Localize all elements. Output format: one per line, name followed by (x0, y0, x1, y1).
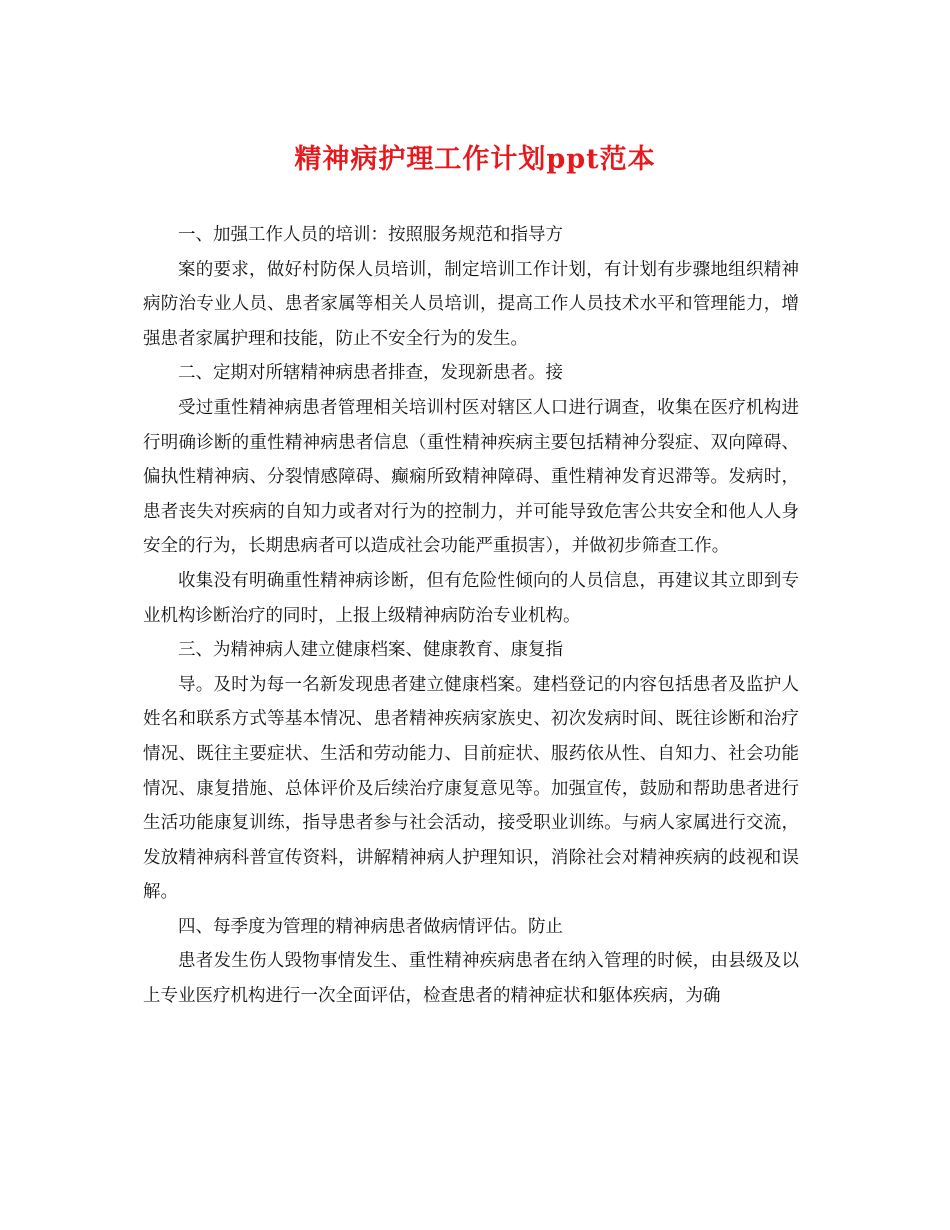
paragraph-3: 二、定期对所辖精神病患者排查，发现新患者。接 (178, 363, 563, 384)
document-body (143, 218, 799, 1014)
paragraph-8: 四、每季度为管理的精神病患者做病情评估。防止 (178, 916, 563, 937)
paragraph-2: 案的要求，做好村防保人员培训，制定培训工作计划，有计划有步骤地组织精神病防治专业人员、患者家属等相关人员培训，提高工作人员技术水平和管理能力，增强患者家属护理和技能，防止不安全行为的发生。 (143, 259, 799, 349)
paragraph-9: 患者发生伤人毁物事情发生、重性精神疾病患者在纳入管理的时候，由县级及以上专业医疗机构进行一次全面评估，检查患者的精神症状和躯体疾病，为确 (143, 951, 799, 1007)
document-title: 精神病护理工作计划ppt范本 (294, 144, 656, 175)
paragraph-4: 受过重性精神病患者管理相关培训村医对辖区人口进行调查，收集在医疗机构进行明确诊断的重性精神病患者信息（重性精神疾病主要包括精神分裂症、双向障碍、偏执性精神病、分裂情感障碍、癫痫所致精神障碍、重性精神发育迟滞等。发病时，患者丧失对疾病的自知力或者对行为的控制力，并可能导致危害公共安全和他人人身安全的行为，长期患病者可以造成社会功能严重损害），并做初步筛查工作。 (143, 397, 799, 557)
paragraph-5: 收集没有明确重性精神病诊断，但有危险性倾向的人员信息，再建议其立即到专业机构诊断治疗的同时，上报上级精神病防治专业机构。 (143, 570, 799, 626)
paragraph-6: 三、为精神病人建立健康档案、健康教育、康复指 (178, 640, 563, 661)
paragraph-1: 一、加强工作人员的培训：按照服务规范和指导方 (178, 225, 563, 245)
paragraph-7: 导。及时为每一名新发现患者建立健康档案。建档登记的内容包括患者及监护人姓名和联系方式等基本情况、患者精神疾病家族史、初次发病时间、既往诊断和治疗情况、既往主要症状、生活和劳动能力、目前症状、服药依从性、自知力、社会功能情况、康复措施、总体评价及后续治疗康复意见等。加强宣传，鼓励和帮助患者进行生活功能康复训练，指导患者参与社会活动，接受职业训练。与病人家属进行交流，发放精神病科普宣传资料，讲解精神病人护理知识，消除社会对精神疾病的歧视和误解。 (143, 674, 799, 903)
